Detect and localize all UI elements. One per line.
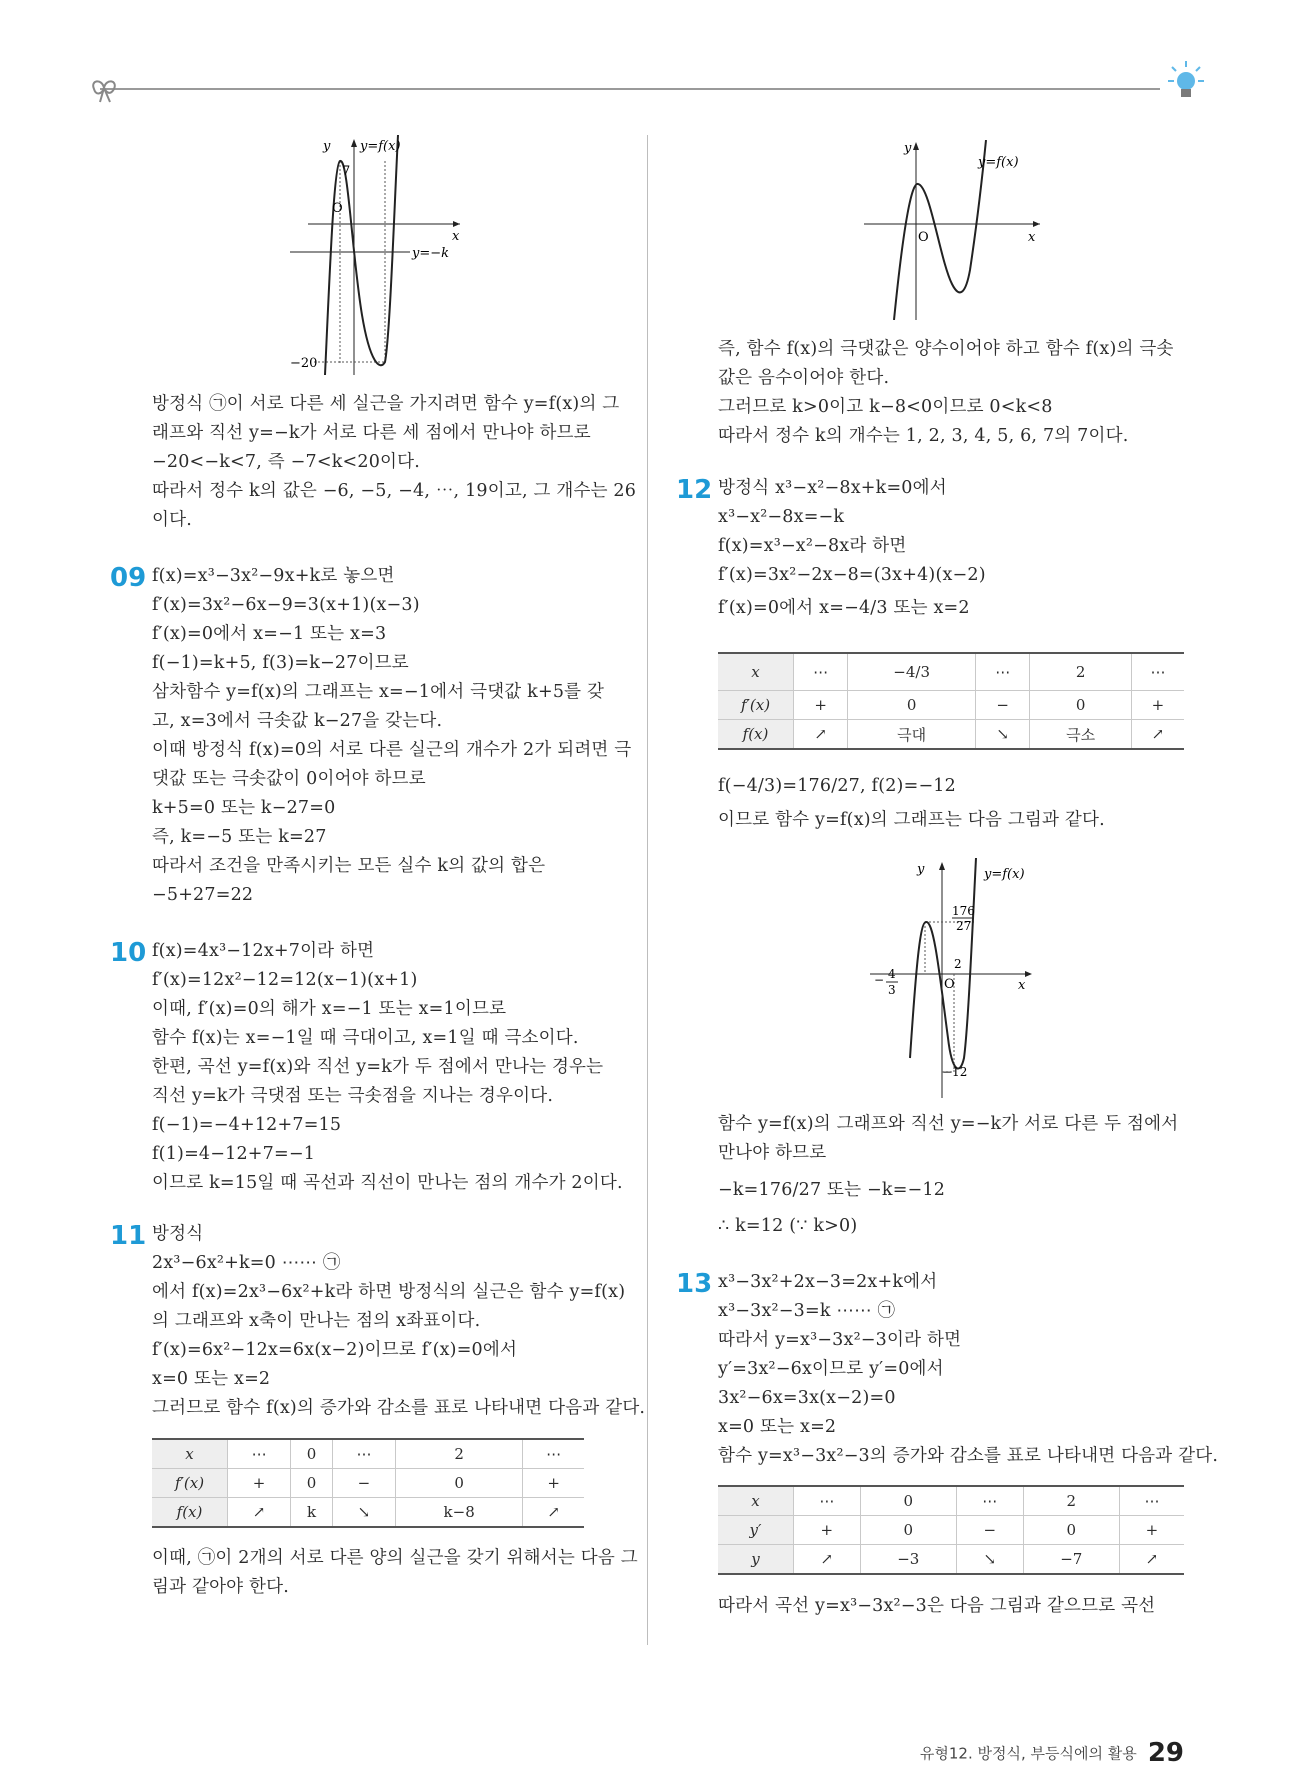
graph-1 [290,135,500,375]
text-line: 고, x=3에서 극솟값 k−27을 갖는다. [152,711,443,731]
text-line: x=0 또는 x=2 [152,1369,271,1389]
text-line: 값은 음수이어야 한다. [718,368,890,388]
text-line: 방정식 ㉠이 서로 다른 세 실근을 가지려면 함수 y=f(x)의 그 [152,394,620,414]
graph3-curve-label: y=f(x) [984,867,1025,882]
text-line: 따라서 조건을 만족시키는 모든 실수 k의 값의 합은 [152,856,546,876]
text-line: 따라서 곡선 y=x³−3x²−3은 다음 그림과 같으므로 곡선 [718,1596,1156,1616]
text-line: f′(x)=3x²−6x−9=3(x+1)(x−3) [152,595,420,615]
text-line: 함수 f(x)는 x=−1일 때 극대이고, x=1일 때 극소이다. [152,1028,579,1048]
ribbon-knot-icon [88,72,128,106]
text-line: k+5=0 또는 k−27=0 [152,798,336,818]
graph3-value-2: 2 [954,957,962,971]
text-line: x=0 또는 x=2 [718,1417,837,1437]
graph1-value-7: 7 [342,164,351,179]
graph1-value-neg20: −20 [290,356,318,371]
text-line: 이때 방정식 f(x)=0의 서로 다른 실근의 개수가 2가 되려면 극 [152,740,632,760]
text-line: 함수 y=x³−3x²−3의 증가와 감소를 표로 나타내면 다음과 같다. [718,1446,1219,1466]
text-line: f(x)=x³−x²−8x라 하면 [718,536,907,556]
graph-3 [870,858,1070,1098]
text-line: 3x²−6x=3x(x−2)=0 [718,1388,896,1408]
graph3-value-176: 176 [952,904,975,918]
text-line: f′(x)=3x²−2x−8=(3x+4)(x−2) [718,565,986,585]
text-line: 림과 같아야 한다. [152,1577,290,1597]
text-line: 삼차함수 y=f(x)의 그래프는 x=−1에서 극댓값 k+5를 갖 [152,682,605,702]
text-line: 따라서 정수 k의 개수는 1, 2, 3, 4, 5, 6, 7의 7이다. [718,426,1129,446]
text-line: f(x)=x³−3x²−9x+k로 놓으면 [152,566,395,586]
text-line: x³−3x²+2x−3=2x+k에서 [718,1272,938,1292]
text-line: −k=176/27 또는 −k=−12 [718,1180,946,1200]
text-line: 즉, k=−5 또는 k=27 [152,827,327,847]
text-line: ∴ k=12 (∵ k>0) [718,1216,858,1236]
text-line: 이때, f′(x)=0의 해가 x=−1 또는 x=1이므로 [152,999,507,1019]
graph3-value-3: 3 [888,983,896,997]
text-line: f(−1)=−4+12+7=15 [152,1115,342,1135]
graph2-y-label: y [904,141,912,156]
graph1-origin: O [332,201,343,216]
question-number-12: 12 [676,475,713,505]
graph1-line-label: y=−k [412,246,450,261]
table-row: x ⋯ −4/3 ⋯ 2 ⋯ [718,653,1184,691]
graph2-x-label: x [1028,230,1036,245]
text-line: f′(x)=0에서 x=−1 또는 x=3 [152,624,387,644]
graph3-minus: − [874,973,885,987]
question-number-10: 10 [110,938,147,968]
graph1-x-label: x [452,229,460,244]
table-row: y′ + 0 − 0 + [718,1516,1184,1545]
graph2-origin: O [918,230,929,245]
question-number-13: 13 [676,1269,713,1299]
page-footer [920,1738,1184,1768]
text-line: 이때, ㉠이 2개의 서로 다른 양의 실근을 갖기 위해서는 다음 그 [152,1548,638,1568]
question-number-09: 09 [110,563,147,593]
text-line: 그러므로 함수 f(x)의 증가와 감소를 표로 나타내면 다음과 같다. [152,1398,646,1418]
graph3-value-4: 4 [888,967,896,981]
text-line: 이므로 함수 y=f(x)의 그래프는 다음 그림과 같다. [718,810,1105,830]
table-row: f(x) ↗ 극대 ↘ 극소 ↗ [718,720,1184,750]
text-line: y′=3x²−6x이므로 y′=0에서 [718,1359,944,1379]
page-number: 29 [1147,1738,1184,1768]
lightbulb-icon [1162,55,1206,105]
text-line: f(1)=4−12+7=−1 [152,1144,316,1164]
text-line: 댓값 또는 극솟값이 0이어야 하므로 [152,769,426,789]
text-line: 따라서 y=x³−3x²−3이라 하면 [718,1330,962,1350]
text-line: −5+27=22 [152,885,254,905]
text-line: 래프와 직선 y=−k가 서로 다른 세 점에서 만나야 하므로 [152,423,591,443]
graph3-origin: O [944,977,955,992]
text-line: 따라서 정수 k의 값은 −6, −5, −4, ⋯, 19이고, 그 개수는 26 [152,481,637,501]
variation-table-13 [718,1485,1184,1575]
text-line: 만나야 하므로 [718,1143,827,1163]
column-divider [647,135,648,1645]
table-row: x ⋯ 0 ⋯ 2 ⋯ [152,1439,584,1469]
text-line: f′(x)=0에서 x=−4/3 또는 x=2 [718,598,970,618]
text-line: f′(x)=6x²−12x=6x(x−2)이므로 f′(x)=0에서 [152,1340,518,1360]
text-line: 2x³−6x²+k=0 ⋯⋯ ㉠ [152,1253,341,1273]
text-line: f(x)=4x³−12x+7이라 하면 [152,941,375,961]
text-line: 즉, 함수 f(x)의 극댓값은 양수이어야 하고 함수 f(x)의 극솟 [718,339,1174,359]
graph-2 [860,140,1060,320]
text-line: 한편, 곡선 y=f(x)와 직선 y=k가 두 점에서 만나는 경우는 [152,1057,604,1077]
graph1-curve-label: y=f(x) [360,139,401,154]
graph2-curve-label: y=f(x) [978,155,1019,170]
graph3-value-27: 27 [956,919,972,933]
text-line: 의 그래프와 x축이 만나는 점의 x좌표이다. [152,1311,481,1331]
text-line: 그러므로 k>0이고 k−8<0이므로 0<k<8 [718,397,1053,417]
table-row: f′(x) + 0 − 0 + [152,1469,584,1498]
graph3-y-label: y [917,862,925,877]
table-row: f′(x) + 0 − 0 + [718,691,1184,720]
table-row: x ⋯ 0 ⋯ 2 ⋯ [718,1486,1184,1516]
table-row: y ↗ −3 ↘ −7 ↗ [718,1545,1184,1575]
text-line: f(−1)=k+5, f(3)=k−27이므로 [152,653,409,673]
text-line: 직선 y=k가 극댓점 또는 극솟점을 지나는 경우이다. [152,1086,554,1106]
question-number-11: 11 [110,1221,147,1251]
table-row: f(x) ↗ k ↘ k−8 ↗ [152,1498,584,1528]
graph1-y-label: y [323,139,331,154]
text-line: 이므로 k=15일 때 곡선과 직선이 만나는 점의 개수가 2이다. [152,1173,623,1193]
text-line: x³−3x²−3=k ⋯⋯ ㉠ [718,1301,896,1321]
variation-table-12 [718,652,1184,750]
header-rule [100,88,1160,90]
text-line: 방정식 [152,1224,204,1244]
text-line: 이다. [152,510,192,530]
variation-table-11 [152,1438,584,1528]
graph3-x-label: x [1018,978,1026,993]
graph3-value-neg12: −12 [942,1065,968,1079]
text-line: −20<−k<7, 즉 −7<k<20이다. [152,452,421,472]
text-line: 함수 y=f(x)의 그래프와 직선 y=−k가 서로 다른 두 점에서 [718,1114,1179,1134]
text-line: f′(x)=12x²−12=12(x−1)(x+1) [152,970,418,990]
text-line: f(−4/3)=176/27, f(2)=−12 [718,776,956,796]
text-line: x³−x²−8x=−k [718,507,845,527]
footer-title: 유형12. 방정식, 부등식에의 활용 [919,1744,1137,1763]
text-line: 에서 f(x)=2x³−6x²+k라 하면 방정식의 실근은 함수 y=f(x) [152,1282,626,1302]
text-line: 방정식 x³−x²−8x+k=0에서 [718,478,947,498]
